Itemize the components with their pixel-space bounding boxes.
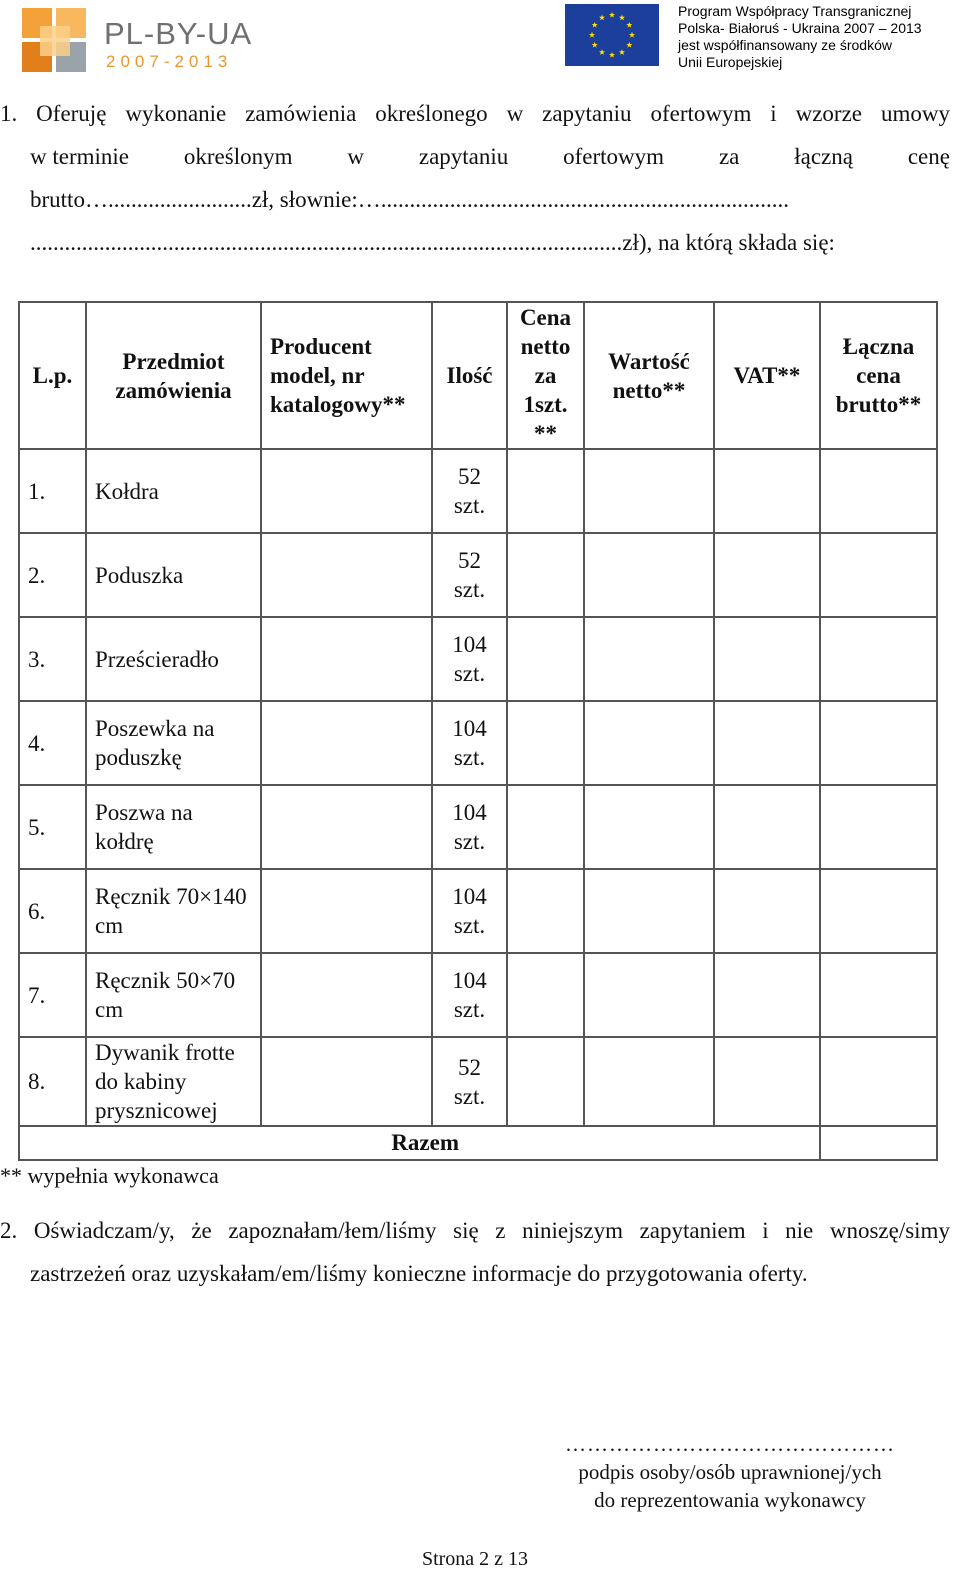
table-row (19, 1037, 937, 1126)
row-qty: 104 szt. (432, 617, 507, 701)
table-row (19, 785, 937, 869)
row-net-value-cell[interactable] (584, 449, 714, 533)
program-line: Program Współpracy Transgranicznej (678, 3, 912, 19)
row-producer-cell[interactable] (261, 617, 432, 701)
row-item: Ręcznik 50×70 cm (86, 953, 261, 1037)
row-vat-cell[interactable] (714, 449, 820, 533)
row-vat-cell[interactable] (714, 701, 820, 785)
program-line: Polska- Białoruś - Ukraina 2007 – 2013 (678, 20, 922, 36)
row-number: 4. (19, 701, 86, 785)
row-gross-total-cell[interactable] (820, 953, 937, 1037)
statement-word: i (762, 1218, 769, 1243)
row-qty: 104 szt. (432, 953, 507, 1037)
row-unit-price-cell[interactable] (507, 449, 584, 533)
price-table (18, 301, 938, 1161)
row-unit-price-cell[interactable] (507, 617, 584, 701)
row-gross-total-cell[interactable] (820, 785, 937, 869)
row-qty: 104 szt. (432, 869, 507, 953)
offer-word: ofertowym (563, 144, 665, 169)
header-producer: Producent model, nr katalogowy** (261, 302, 432, 449)
row-qty: 52 szt. (432, 533, 507, 617)
statement-word: niniejszym (522, 1218, 624, 1243)
header-lp: L.p. (19, 302, 86, 449)
row-item: Dywanik frotte do kabiny prysznicowej (86, 1037, 261, 1126)
row-gross-total-cell[interactable] (820, 701, 937, 785)
statement-word: wnoszę/simy (829, 1218, 950, 1243)
offer-line-3: brutto….........................zł, słownie:…....................................................................... (30, 187, 789, 212)
table-header-row (19, 302, 937, 449)
statement-paragraph (0, 1209, 950, 1295)
table-row (19, 449, 937, 533)
table-row (19, 701, 937, 785)
row-producer-cell[interactable] (261, 533, 432, 617)
offer-word: zapytaniu (418, 144, 509, 169)
program-line: Unii Europejskiej (678, 54, 783, 70)
row-number: 1. (19, 449, 86, 533)
row-net-value-cell[interactable] (584, 785, 714, 869)
row-vat-cell[interactable] (714, 953, 820, 1037)
offer-word: określonym (183, 144, 293, 169)
row-number: 5. (19, 785, 86, 869)
row-number: 6. (19, 869, 86, 953)
offer-word: cenę (907, 144, 950, 169)
signature-caption-2: do reprezentowania wykonawcy (594, 1488, 866, 1512)
row-unit-price-cell[interactable] (507, 953, 584, 1037)
row-vat-cell[interactable] (714, 533, 820, 617)
row-unit-price-cell[interactable] (507, 533, 584, 617)
offer-word: umowy (880, 101, 950, 126)
offer-word: za (718, 144, 740, 169)
row-vat-cell[interactable] (714, 617, 820, 701)
header-unit-price: Cena netto za 1szt. ** (507, 302, 584, 449)
offer-word: zapytaniu (542, 101, 632, 126)
row-item: Prześcieradło (86, 617, 261, 701)
row-gross-total-cell[interactable] (820, 1037, 937, 1126)
row-gross-total-cell[interactable] (820, 533, 937, 617)
row-qty: 104 szt. (432, 785, 507, 869)
logo-years: 2007-2013 (106, 52, 233, 71)
row-item: Kołdra (86, 449, 261, 533)
row-item: Poduszka (86, 533, 261, 617)
row-net-value-cell[interactable] (584, 1037, 714, 1126)
row-item: Poszewka na poduszkę (86, 701, 261, 785)
offer-word: wykonanie (125, 101, 227, 126)
offer-word: ofertowym (650, 101, 752, 126)
row-producer-cell[interactable] (261, 869, 432, 953)
table-row (19, 533, 937, 617)
offer-word: wzorze (795, 101, 863, 126)
row-gross-total-cell[interactable] (820, 617, 937, 701)
row-qty: 52 szt. (432, 1037, 507, 1126)
program-info (678, 3, 922, 71)
row-net-value-cell[interactable] (584, 701, 714, 785)
row-vat-cell[interactable] (714, 1037, 820, 1126)
row-net-value-cell[interactable] (584, 533, 714, 617)
logo-text: PL-BY-UA (104, 16, 253, 51)
table-total-row (19, 1126, 937, 1160)
row-unit-price-cell[interactable] (507, 869, 584, 953)
header-vat: VAT** (714, 302, 820, 449)
statement-word: zapytaniem (639, 1218, 746, 1243)
offer-word: zamówienia (245, 101, 357, 126)
signature-block (520, 1430, 940, 1514)
header-item: Przedmiot zamówienia (86, 302, 261, 449)
row-number: 3. (19, 617, 86, 701)
row-net-value-cell[interactable] (584, 869, 714, 953)
offer-line-1 (0, 92, 950, 135)
footnote: ** wypełnia wykonawca (0, 1163, 219, 1188)
row-number: 7. (19, 953, 86, 1037)
row-qty: 104 szt. (432, 701, 507, 785)
offer-word: łączną (794, 144, 853, 169)
eu-flag-icon (565, 4, 659, 66)
row-qty: 52 szt. (432, 449, 507, 533)
row-vat-cell[interactable] (714, 869, 820, 953)
row-gross-total-cell[interactable] (820, 449, 937, 533)
statement-word: z (495, 1218, 506, 1243)
logo-mark-icon (22, 8, 88, 74)
statement-word: że (191, 1218, 212, 1243)
offer-word: 1. (0, 101, 18, 126)
statement-word: 2. (0, 1218, 18, 1243)
page-header (0, 0, 960, 80)
row-producer-cell[interactable] (261, 1037, 432, 1126)
row-vat-cell[interactable] (714, 785, 820, 869)
row-net-value-cell[interactable] (584, 617, 714, 701)
offer-word: w (506, 101, 524, 126)
row-unit-price-cell[interactable] (507, 701, 584, 785)
row-number: 2. (19, 533, 86, 617)
page-number: Strona 2 z 13 (421, 1548, 529, 1570)
statement-word: się (453, 1218, 479, 1243)
total-label: Razem (19, 1126, 820, 1160)
statement-word: Oświadczam/y, (33, 1218, 175, 1243)
offer-line-2 (0, 135, 950, 178)
offer-paragraph (0, 92, 950, 264)
signature-caption-1: podpis osoby/osób uprawnionej/ych (578, 1460, 882, 1484)
program-line: jest współfinansowany ze środków (678, 37, 892, 53)
table-row (19, 953, 937, 1037)
total-value-cell[interactable] (820, 1126, 937, 1160)
table-row (19, 869, 937, 953)
statement-word: zapoznałam/łem/liśmy (228, 1218, 437, 1243)
offer-line-4: .......................................................................................................zł), na którą składa się: (30, 230, 835, 255)
statement-line-2: zastrzeżeń oraz uzyskałam/em/liśmy konieczne informacje do przygotowania oferty. (30, 1261, 808, 1286)
offer-word: w terminie (30, 144, 129, 169)
table-row (19, 617, 937, 701)
header-gross-total: Łączna cena brutto** (820, 302, 937, 449)
row-producer-cell[interactable] (261, 701, 432, 785)
pl-by-ua-logo (22, 6, 262, 76)
row-number: 8. (19, 1037, 86, 1126)
signature-line[interactable]: ……………………………………… (565, 1432, 895, 1456)
row-unit-price-cell[interactable] (507, 1037, 584, 1126)
row-item: Poszwa na kołdrę (86, 785, 261, 869)
row-producer-cell[interactable] (261, 785, 432, 869)
row-gross-total-cell[interactable] (820, 869, 937, 953)
row-net-value-cell[interactable] (584, 953, 714, 1037)
header-net-value: Wartość netto** (584, 302, 714, 449)
offer-word: Oferuję (36, 101, 107, 126)
row-producer-cell[interactable] (261, 449, 432, 533)
row-producer-cell[interactable] (261, 953, 432, 1037)
statement-word: nie (785, 1218, 814, 1243)
header-qty: Ilość (432, 302, 507, 449)
statement-line-1 (0, 1209, 950, 1252)
row-unit-price-cell[interactable] (507, 785, 584, 869)
offer-word: w (347, 144, 364, 169)
offer-word: i (770, 101, 777, 126)
offer-word: określonego (375, 101, 488, 126)
row-item: Ręcznik 70×140 cm (86, 869, 261, 953)
